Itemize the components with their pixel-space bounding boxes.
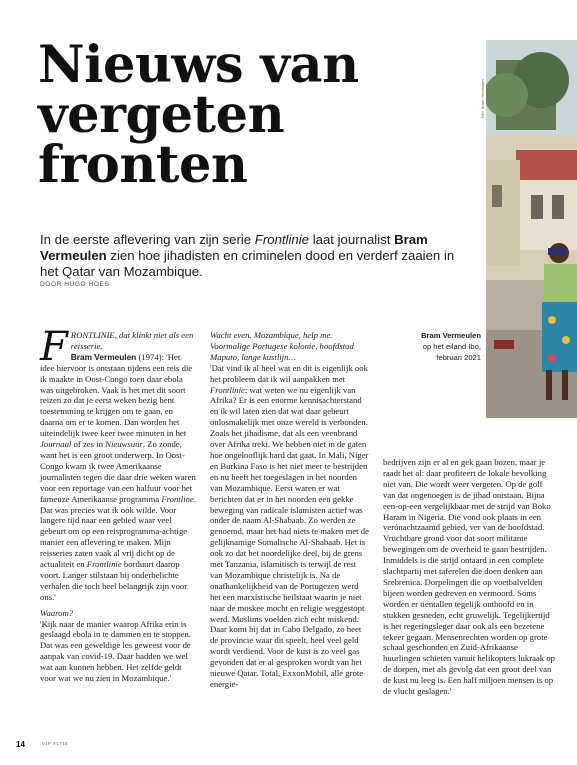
answer-text: Frontlinie [86,559,122,570]
article-column-3 [383,457,556,697]
answer-text: Nieuwsuur [105,439,143,450]
answer-3 [210,363,369,690]
photo-credit: foto: Bram Vermeulen [480,79,485,118]
question-3: Wacht even. Mozambique, help me. Voormalige Portugese kolonie, hoofdstad Maputo, lange kustlijn… [210,330,354,362]
article-headline [38,35,478,195]
intro-journalist-name: Bram Vermeulen [40,232,428,263]
intro-series-title: Frontlinie [254,232,310,247]
intro-text: laat journalist [309,232,395,247]
headline-line-3: fronten [38,135,248,195]
drop-cap: F [40,324,68,370]
magazine-name: ᴠɪᴘ ᴀᴄᴛɪᴇ [42,741,69,747]
answer-text: . Dat was precies wat ik ook wilde. Voor langere tijd naar een gebied waar veel gebeurt om op een reisprogramma-achtige manier een aflevering te maken. Mijn reisseries zaten vaak al vrij dicht op de actualiteit en [40,493,196,570]
answer-1 [40,352,196,603]
article-column-1 [40,324,196,684]
answer-text: borduurt daarop voort. Langer stilstaan bij onderbelichte verhalen die toch heel belangrijk zijn voor ons.' [40,559,188,602]
page-number: 14 [16,740,25,749]
question-text: RONTLINIE, dat klinkt niet als een reisserie. [70,330,194,351]
photo-illustration [486,40,577,418]
answer-text: Frontlinie [210,384,245,395]
article-intro [40,232,460,280]
answer-text: . Zo zonde, want het is een groot onderwerp. In Oost-Congo kwam ik twee Amerikaanse journalisten tegen die daar drie weken waren voor een reportage van een halfuur voor het fameuze Amerikaanse programma [40,439,196,504]
answer-text: 'Dat vind ik al heel wat en dit is eigenlijk ook het probleem dat ik wil aanpakken met [210,362,368,384]
caption-line-2: februari 2021 [436,353,481,362]
intro-text: In de eerste aflevering van zijn serie [40,232,255,247]
byline: DOOR HUGO HOES [40,281,110,288]
speaker-name: Bram Vermeulen [70,351,137,362]
caption-line-1: op het eiland Ibo, [422,342,481,351]
headline-line-1: Nieuws van [38,35,359,95]
answer-text: (1974): 'Het idee hiervoor is ontstaan tijdens een reis die ik maakte in Oost-Congo toen daar ebola was uitgebroken. Vaak is het met dit soort reizen zo dat je eerst weken bezig bent toestemming te krijgen om te gaan, en daarna om er te komen. Dan worden het uiteindelijk twee keer twee minuten in het [40,351,193,439]
intro-text: zien hoe jihadisten en criminelen dood en verderf zaaien in het Qatar van Mozambique. [40,248,455,279]
headline-line-2: vergeten [38,85,285,145]
answer-text: of zes in [71,439,106,450]
answer-2: 'Kijk naar de manier waarop Afrika erin is geslaagd ebola in te dammen en te stoppen. Dat was een geweldige les geweest voor de aanpak van covid-19. Daar hadden we wel wat aan kunnen hebben. Het zelfde geldt voor wat we nu zien in Mozambique.' [40,618,192,684]
caption-name: Bram Vermeulen [421,331,481,340]
answer-text: : wat weten we nu eigenlijk van Afrika? Er is een enorme kennisachterstand en ik wil laten zien dat wat daar gebeurt onlosmakelijk met onze wereld is verbonden. Zoals het jihadisme, dat als een veenbrand over Afrika trekt. We hebben niet in de gaten hoe ongelooflijk hard dat gaat. In Mali, Niger en Burkina Faso is het niet meer te bestrijden en nu heeft het toegeslagen in het noorden van Mozambique. Eerst waren er wat berichten dat er in het noorden een gekke beweging van radicale islamisten actief was onder de naam Al-Shabaab. Zo werden ze genoemd, maar het had niets te maken met de gelijknamige Somalische Al-Shabaab. Het is ook zo dat het noordelijke deel, bij de grens met Tanzania, islamitisch is terwijl de rest van Mozambique christelijk is. Na de onafhankelijkheid van de Portugezen werd het een marxistische heilstaat waarin je niet naar de moskee mocht en religie weggestopt werd. Moslims voelden zich echt miskend. Daar komt bij dat in Cabo Delgado, zo heet de provincie waar dit speelt, heel veel geld wordt verdiend. Voor de kust is zo veel gas gevonden dat er al gesproken wordt van het nieuwe Qatar. Total, ExxonMobil, alle grote energie- [210,384,369,689]
answer-3-continued: bedrijven zijn er al en gek gaan bozen, maar je raadt het al: daar profiteert de lokale bevolking niet van. Die wordt weer vergeten. Op de golf van dat ongenoegen is de jihad ontstaan. Bijna een-op-een vergelijkbaar met de strijd van Boko Haram in Nigeria. Die vond ook plaats in een verónachtzaamd gebied, ver van de hoofdstad. Vruchtbare grond voor dat soort militante bewegingen om de overheid te gaan bestrijden. Inmiddels is die strijd ontaard in een complete slachtpartij met taferelen die doen denken aan Srebrenica. Dorpelingen die op voetbalvelden bijeen worden gedreven en vermoord. Soms worden er tientallen tegelijk onthoofd en in stukken gesneden, echt gruwelijk. Tegelijkertijd is het regeringsleger daar ook als een bezetene tekeer gegaan. Mensenrechten worden op grote schaal geschonden en Zuid-Afrikaanse huurlingen schieten vanuit helikopters lukraak op de dorpen, met als gevolg dat een groot deel van de kust nu leeg is. Een half miljoen mensen is op de vlucht geslagen.' [383,457,556,697]
cover-photo [486,40,577,418]
answer-text: Frontline [161,493,194,504]
article-column-2 [210,330,369,690]
question-2: Waarom? [40,607,74,618]
answer-text: Journaal [40,439,72,450]
photo-caption [396,330,481,363]
